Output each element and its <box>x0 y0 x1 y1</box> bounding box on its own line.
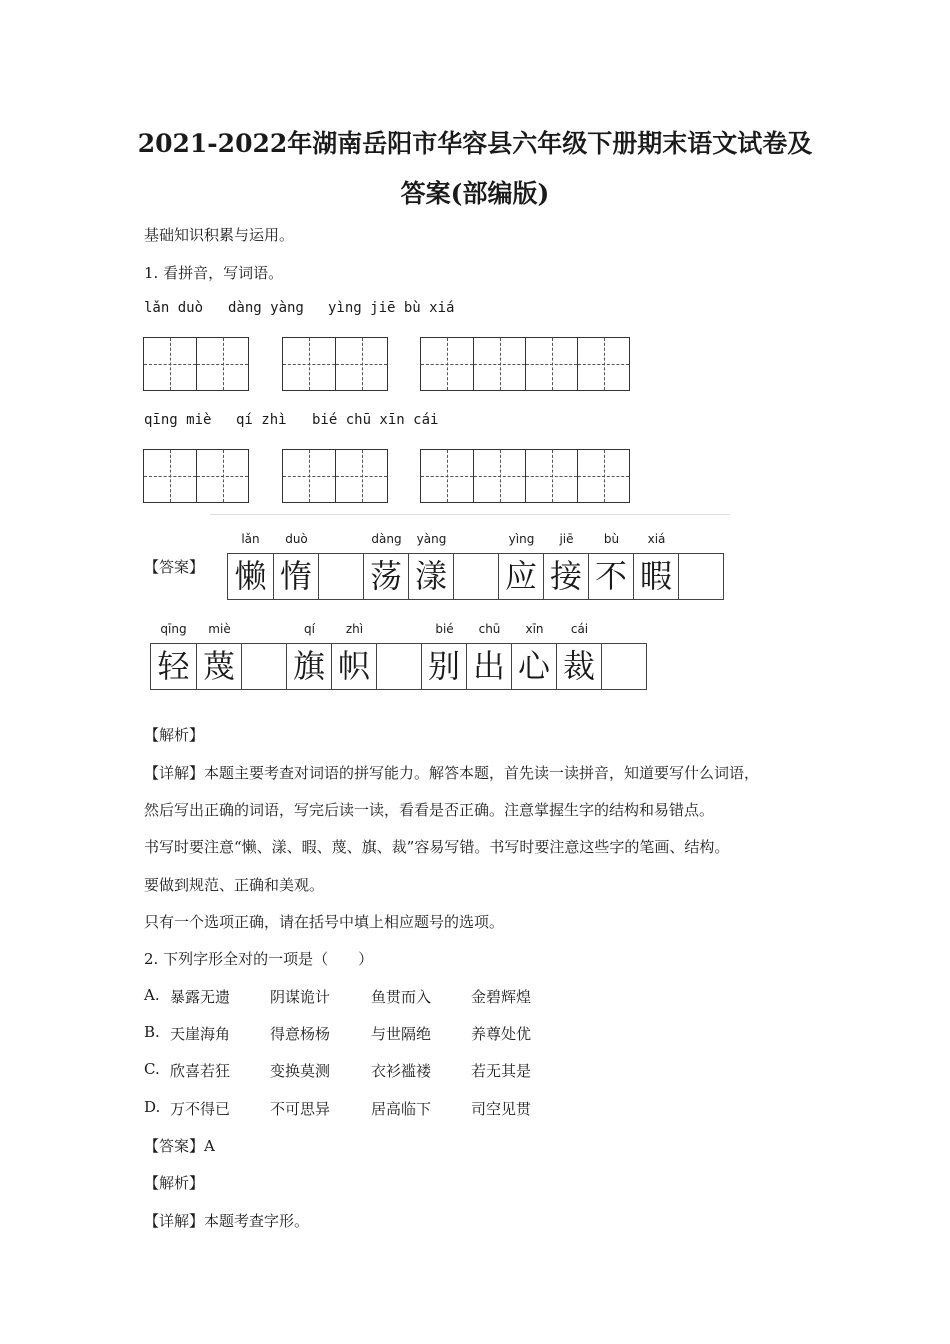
answer-pinyin: miè <box>208 622 231 636</box>
answer-character: 别 <box>427 647 460 685</box>
answer-pinyin: chū <box>478 622 501 636</box>
answer-pinyin: xiá <box>647 532 666 546</box>
option-word: 金碧辉煌 <box>471 988 532 1006</box>
option-word: 衣衫褴褛 <box>371 1062 432 1080</box>
answer-cell <box>363 532 408 599</box>
answer-pinyin: xīn <box>525 622 544 636</box>
answer-pinyin: qīng <box>160 622 187 636</box>
answer-pinyin: bié <box>435 622 454 636</box>
option-word: 不可思异 <box>270 1100 331 1118</box>
answer-cell <box>273 532 318 599</box>
option-word: 养尊处优 <box>471 1025 532 1043</box>
answer-cell-empty <box>601 644 646 689</box>
answer-label: 【答案】 <box>144 558 205 576</box>
pinyin-dang-yang: dàng yàng <box>228 300 304 316</box>
option-label: B. <box>144 1023 160 1041</box>
answer-cell-empty <box>376 644 421 689</box>
option-label: C. <box>144 1060 160 1078</box>
analysis-label: 【解析】 <box>144 1174 205 1192</box>
answer-character: 帜 <box>337 647 370 685</box>
option-word: 与世隔绝 <box>371 1025 432 1043</box>
answer-pinyin: yàng <box>416 532 447 546</box>
page-title-line1: 2021-2022年湖南岳阳市华容县六年级下册期末语文试卷及 <box>137 129 813 158</box>
grid-cell[interactable] <box>196 450 248 502</box>
pinyin-bie-chu-xin-cai: bié chū xīn cái <box>312 412 439 428</box>
answer-pinyin: jiē <box>559 532 574 546</box>
detail-paragraph: 书写时要注意“懒、漾、暇、蔑、旗、裁”容易写错。书写时要注意这些字的笔画、结构。 <box>144 838 730 856</box>
answer-cell-empty <box>318 554 363 599</box>
writing-grid[interactable] <box>143 449 249 503</box>
divider <box>210 514 730 515</box>
option-word: 司空见贯 <box>471 1100 532 1118</box>
answer-cell <box>543 532 588 599</box>
grid-cell[interactable] <box>473 450 525 502</box>
grid-cell[interactable] <box>144 450 196 502</box>
section-heading: 基础知识积累与运用。 <box>144 226 295 244</box>
answer-cell-empty <box>241 644 286 689</box>
question-2-prompt: 2. 下列字形全对的一项是（ ） <box>144 950 374 968</box>
answer-character: 荡 <box>369 557 402 595</box>
answer-character: 出 <box>472 647 505 685</box>
answer-character: 心 <box>517 647 550 685</box>
grid-cell[interactable] <box>525 450 577 502</box>
detail-paragraph: 要做到规范、正确和美观。 <box>144 876 325 894</box>
answer-cell <box>588 532 633 599</box>
answer-cell-empty <box>453 554 498 599</box>
pinyin-qing-mie: qīng miè <box>144 412 212 428</box>
grid-cell[interactable] <box>421 338 473 390</box>
answer-pinyin: zhì <box>345 622 364 636</box>
answer-character: 惰 <box>279 557 312 595</box>
answer-cell <box>408 532 453 599</box>
answer-character: 懒 <box>234 557 267 595</box>
answer-character: 应 <box>504 557 537 595</box>
analysis-label: 【解析】 <box>144 726 205 744</box>
answer-cell <box>331 622 376 689</box>
option-word: 万不得已 <box>170 1100 231 1118</box>
answer-pinyin: lǎn <box>241 532 260 546</box>
answer-row-1 <box>227 532 724 600</box>
grid-cell[interactable] <box>283 450 335 502</box>
section-heading: 只有一个选项正确，请在括号中填上相应题号的选项。 <box>144 913 505 931</box>
answer-character: 裁 <box>562 647 595 685</box>
answer-pinyin: dàng <box>371 532 402 546</box>
answer-character: 旗 <box>292 647 325 685</box>
writing-grid[interactable] <box>420 449 630 503</box>
grid-cell[interactable] <box>525 338 577 390</box>
page-title-line2: 答案(部编版) <box>400 179 550 208</box>
answer-character: 接 <box>549 557 582 595</box>
answer-character: 轻 <box>157 647 190 685</box>
answer-cell <box>511 622 556 689</box>
grid-cell[interactable] <box>283 338 335 390</box>
option-word: 得意杨杨 <box>270 1025 331 1043</box>
answer-cell <box>466 622 511 689</box>
grid-cell[interactable] <box>335 338 387 390</box>
option-word: 若无其是 <box>471 1062 532 1080</box>
answer-pinyin: yìng <box>508 532 535 546</box>
detail-paragraph: 【详解】本题考查字形。 <box>144 1212 310 1230</box>
option-word: 居高临下 <box>371 1100 432 1118</box>
answer-cell <box>421 622 466 689</box>
answer-pinyin: cái <box>570 622 589 636</box>
option-word: 阴谋诡计 <box>270 988 331 1006</box>
pinyin-qi-zhi: qí zhì <box>236 412 287 428</box>
grid-cell[interactable] <box>421 450 473 502</box>
detail-paragraph: 然后写出正确的词语，写完后读一读，看看是否正确。注意掌握生字的结构和易错点。 <box>144 801 715 819</box>
answer-pinyin: bù <box>603 532 620 546</box>
grid-cell[interactable] <box>144 338 196 390</box>
answer-text: 【答案】A <box>144 1137 215 1155</box>
answer-cell <box>228 532 273 599</box>
grid-cell[interactable] <box>335 450 387 502</box>
detail-paragraph: 【详解】本题主要考查对词语的拼写能力。解答本题，首先读一读拼音，知道要写什么词语， <box>144 764 760 782</box>
answer-character: 漾 <box>414 557 447 595</box>
option-label: A. <box>144 986 160 1004</box>
answer-cell <box>286 622 331 689</box>
writing-grid[interactable] <box>143 337 249 391</box>
answer-cell <box>196 622 241 689</box>
option-word: 欣喜若狂 <box>170 1062 231 1080</box>
answer-cell <box>151 622 196 689</box>
answer-character: 蔑 <box>202 647 235 685</box>
writing-grid[interactable] <box>282 449 388 503</box>
question-1-prompt: 1. 看拼音，写词语。 <box>144 264 284 282</box>
pinyin-ying-jie-bu-xia: yìng jiē bù xiá <box>328 300 455 316</box>
answer-pinyin: qí <box>304 622 315 636</box>
answer-cell <box>633 532 678 599</box>
option-word: 天崖海角 <box>170 1025 231 1043</box>
writing-grid[interactable] <box>420 337 630 391</box>
grid-cell[interactable] <box>577 338 629 390</box>
answer-pinyin: duò <box>285 532 308 546</box>
option-word: 变换莫测 <box>270 1062 331 1080</box>
option-word: 暴露无遗 <box>170 988 231 1006</box>
option-label: D. <box>144 1098 161 1116</box>
answer-row-2 <box>150 622 647 690</box>
option-word: 鱼贯而入 <box>371 988 432 1006</box>
answer-character: 不 <box>594 557 627 595</box>
grid-cell[interactable] <box>196 338 248 390</box>
grid-cell[interactable] <box>577 450 629 502</box>
answer-character: 暇 <box>639 557 672 595</box>
writing-grid[interactable] <box>282 337 388 391</box>
answer-cell-empty <box>678 554 723 599</box>
answer-cell <box>556 622 601 689</box>
grid-cell[interactable] <box>473 338 525 390</box>
pinyin-lan-duo: lǎn duò <box>144 300 204 316</box>
answer-cell <box>498 532 543 599</box>
